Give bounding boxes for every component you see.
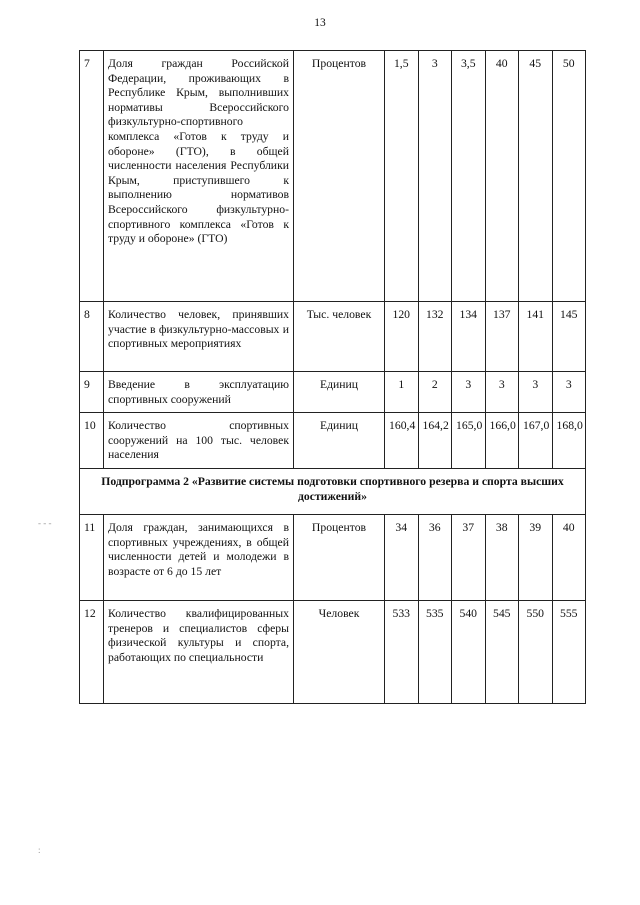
value-cell: 50 <box>552 51 586 302</box>
row-number: 7 <box>80 51 104 302</box>
value-cell: 1 <box>385 372 419 413</box>
table-row <box>80 51 586 302</box>
table-row <box>80 372 586 413</box>
value-cell: 540 <box>452 601 486 704</box>
indicator-name: Количество человек, принявших участие в физкультурно-массовых и спортивных мероприятиях <box>104 302 294 372</box>
value-cell: 3 <box>519 372 553 413</box>
value-cell: 3 <box>552 372 586 413</box>
value-cell: 168,0 <box>552 413 586 469</box>
value-cell: 165,0 <box>452 413 486 469</box>
indicator-name: Доля граждан, занимающихся в спортивных учреждениях, в общей численности детей и молодежи в возрасте от 6 до 15 лет <box>104 515 294 601</box>
subprogram-row <box>80 469 586 515</box>
value-cell: 132 <box>418 302 452 372</box>
table-row <box>80 302 586 372</box>
value-cell: 36 <box>418 515 452 601</box>
value-cell: 3 <box>418 51 452 302</box>
unit-of-measure: Процентов <box>294 51 385 302</box>
value-cell: 120 <box>385 302 419 372</box>
scan-mark: : <box>38 845 41 855</box>
scan-mark: - - - <box>38 518 52 528</box>
value-cell: 45 <box>519 51 553 302</box>
value-cell: 137 <box>485 302 519 372</box>
value-cell: 40 <box>485 51 519 302</box>
subprogram-title: Подпрограмма 2 «Развитие системы подготовки спортивного резерва и спорта высших достижений» <box>80 469 586 515</box>
unit-of-measure: Процентов <box>294 515 385 601</box>
value-cell: 167,0 <box>519 413 553 469</box>
row-number: 8 <box>80 302 104 372</box>
value-cell: 134 <box>452 302 486 372</box>
row-number: 10 <box>80 413 104 469</box>
value-cell: 145 <box>552 302 586 372</box>
unit-of-measure: Тыс. человек <box>294 302 385 372</box>
unit-of-measure: Единиц <box>294 413 385 469</box>
value-cell: 164,2 <box>418 413 452 469</box>
value-cell: 535 <box>418 601 452 704</box>
indicator-name: Введение в эксплуатацию спортивных сооружений <box>104 372 294 413</box>
value-cell: 166,0 <box>485 413 519 469</box>
value-cell: 2 <box>418 372 452 413</box>
value-cell: 40 <box>552 515 586 601</box>
table-row <box>80 413 586 469</box>
table-row <box>80 601 586 704</box>
row-number: 11 <box>80 515 104 601</box>
indicators-table <box>79 50 586 704</box>
unit-of-measure: Человек <box>294 601 385 704</box>
value-cell: 3 <box>452 372 486 413</box>
value-cell: 160,4 <box>385 413 419 469</box>
row-number: 9 <box>80 372 104 413</box>
value-cell: 3,5 <box>452 51 486 302</box>
indicator-name: Количество спортивных сооружений на 100 тыс. человек населения <box>104 413 294 469</box>
value-cell: 1,5 <box>385 51 419 302</box>
unit-of-measure: Единиц <box>294 372 385 413</box>
row-number: 12 <box>80 601 104 704</box>
value-cell: 550 <box>519 601 553 704</box>
table-row <box>80 515 586 601</box>
value-cell: 555 <box>552 601 586 704</box>
value-cell: 3 <box>485 372 519 413</box>
value-cell: 39 <box>519 515 553 601</box>
indicator-name: Количество квалифицированных тренеров и специалистов сферы физической культуры и спорта, работающих по специальности <box>104 601 294 704</box>
page-number: 13 <box>314 17 326 29</box>
indicator-name: Доля граждан Российской Федерации, проживающих в Республике Крым, выполнивших нормативы Всероссийского физкультурно-спортивного комплекса «Готов к труду и обороне» (ГТО), в общей численности населения Республики Крым, приступившего к выполнению нормативов Всероссийского физкультурно-спортивного комплекса «Готов к труду и обороне» (ГТО) <box>104 51 294 302</box>
value-cell: 38 <box>485 515 519 601</box>
value-cell: 34 <box>385 515 419 601</box>
value-cell: 37 <box>452 515 486 601</box>
value-cell: 533 <box>385 601 419 704</box>
value-cell: 141 <box>519 302 553 372</box>
value-cell: 545 <box>485 601 519 704</box>
